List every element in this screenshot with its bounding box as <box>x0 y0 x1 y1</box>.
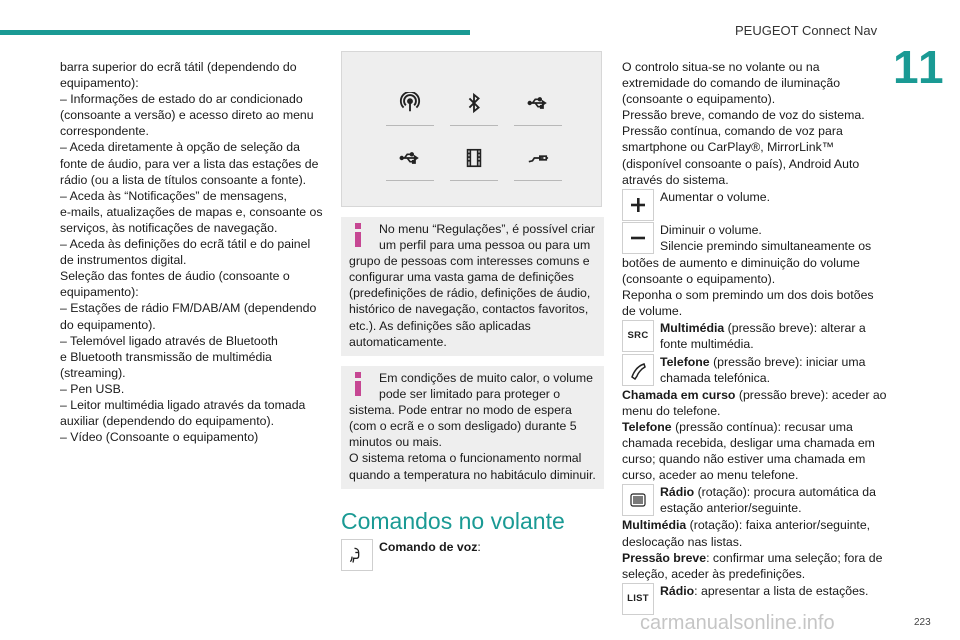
text-line: e Bluetooth transmissão de multimédia <box>60 349 272 364</box>
text-line: curso; quando não estiver uma chamada em <box>622 452 866 467</box>
text-line: fonte de áudio, para ver a lista das estações de <box>60 156 319 171</box>
text-line <box>622 517 892 533</box>
text-line: menu do telefone. <box>622 403 721 418</box>
list-label: LIST <box>627 592 649 604</box>
media-text: (rotação): faixa anterior/seguinte, <box>686 518 871 533</box>
radio-text: (rotação): procura automática da <box>694 485 876 500</box>
usb-icon <box>514 92 562 126</box>
aux-jack-icon <box>514 147 562 181</box>
src-text: (pressão breve): alterar a <box>724 321 866 336</box>
plus-icon <box>622 189 654 221</box>
text-line: Reponha o som premindo um dos dois botões <box>622 288 874 303</box>
info-line: minutos ou mais. <box>349 435 442 450</box>
info-box-heat <box>341 366 604 489</box>
radio-bold: Rádio <box>660 485 695 500</box>
list-icon <box>622 583 654 615</box>
volume-down-row <box>622 222 892 254</box>
text-line: Pressão breve, comando de voz do sistema. <box>622 108 865 123</box>
text-line: auxiliar (dependendo do equipamento). <box>60 414 274 429</box>
text-line: de volume. <box>622 304 683 319</box>
voice-command-row <box>341 538 481 572</box>
info-line: (com o ecrã e o som desligado) durante 5 <box>349 419 577 434</box>
text-line: – Aceda às “Notificações” de mensagens, <box>60 188 287 203</box>
info-line: O sistema retoma o funcionamento normal <box>349 451 582 466</box>
voice-label: Comando de voz <box>379 540 478 554</box>
text-line: chamada telefónica. <box>660 370 771 385</box>
text-line: (consoante a versão) e acesso direto ao menu <box>60 108 314 123</box>
text-line: smartphone ou CarPlay®, MirrorLink™ <box>622 140 835 155</box>
src-label: SRC <box>627 330 649 342</box>
text-line <box>622 419 892 435</box>
media-bold: Multimédia <box>622 518 687 533</box>
text-line <box>660 320 866 336</box>
phone-text: (pressão breve): iniciar uma <box>709 354 866 369</box>
bluetooth-icon <box>450 92 498 126</box>
text-line: – Pen USB. <box>60 381 125 396</box>
text-line: rádio (ou a lista de títulos consoante a fonte). <box>60 172 307 187</box>
text-line: equipamento): <box>60 285 139 300</box>
text-line: botões de aumento e diminuição do volume <box>622 255 860 270</box>
text-line: Diminuir o volume. <box>660 222 762 237</box>
info-line: grupo de pessoas com interesses comuns e <box>349 254 590 269</box>
call-text: (pressão breve): aceder ao <box>735 387 887 402</box>
text-line <box>660 354 865 370</box>
press-text: : confirmar uma seleção; fora de <box>706 550 883 565</box>
volume-up-text: Aumentar o volume. <box>660 189 771 204</box>
text-line: equipamento): <box>60 76 139 91</box>
section-heading: Comandos no volante <box>341 508 565 534</box>
text-line: – Estações de rádio FM/DAB/AM (dependendo <box>60 301 317 316</box>
chapter-number: 11 <box>893 41 946 93</box>
text-line: curso, aceder ao menu telefone. <box>622 468 799 483</box>
info-line: um perfil para uma pessoa ou para um <box>379 238 591 253</box>
text-line: Seleção das fontes de áudio (consoante o <box>60 269 290 284</box>
thumbwheel-icon <box>622 484 654 516</box>
info-line: histórico de navegação, contactos favoritos, <box>349 302 589 317</box>
long-bold: Telefone <box>622 419 672 434</box>
voice-command-icon <box>341 539 373 571</box>
text-line: de instrumentos digital. <box>60 253 187 268</box>
page-number: 223 <box>914 617 931 628</box>
list-bold: Rádio <box>660 583 695 598</box>
watermark: carmanualsonline.info <box>640 612 835 634</box>
text-line: seleção, aceder às predefinições. <box>622 566 806 581</box>
text-line: fonte multimédia. <box>660 337 754 352</box>
video-icon <box>450 147 498 181</box>
text-line: – Vídeo (Consoante o equipamento) <box>60 430 259 445</box>
text-line <box>622 387 892 403</box>
radio-rotation-row <box>622 484 892 516</box>
info-line: automaticamente. <box>349 334 447 349</box>
text-line: chamada recebida, desligar uma chamada em <box>622 435 875 450</box>
info-line: No menu “Regulações”, é possível criar <box>379 222 595 236</box>
phone-icon <box>622 354 654 386</box>
audio-source-panel <box>341 51 602 207</box>
info-icon <box>349 221 371 247</box>
text-line: barra superior do ecrã tátil (dependendo do <box>60 60 297 74</box>
text-line: estação anterior/seguinte. <box>660 501 802 516</box>
call-bold: Chamada em curso <box>622 387 736 402</box>
radio-wave-icon <box>386 92 434 126</box>
info-line: Em condições de muito calor, o volume <box>379 371 593 385</box>
text-line: – Aceda às definições do ecrã tátil e do painel <box>60 237 311 252</box>
text-line: extremidade do comando de iluminação <box>622 76 841 91</box>
info-line: configurar uma vasta gama de definições <box>349 270 574 285</box>
text-line: através do sistema. <box>622 172 729 187</box>
press-bold: Pressão breve <box>622 550 707 565</box>
column-1-text <box>60 59 330 445</box>
info-line: quando a temperatura no habitáculo diminuir. <box>349 467 596 482</box>
volume-up-row <box>622 189 892 221</box>
text-line: O controlo situa-se no volante ou na <box>622 60 820 74</box>
info-line: sistema. Pode entrar no modo de espera <box>349 403 572 418</box>
src-bold: Multimédia <box>660 321 725 336</box>
info-line: (predefinições de rádio, definições de áudio, <box>349 286 591 301</box>
text-line: – Informações de estado do ar condicionado <box>60 92 303 107</box>
text-line: (consoante o equipamento). <box>622 92 776 107</box>
src-icon <box>622 320 654 352</box>
info-line: etc.). As definições são aplicadas <box>349 318 531 333</box>
list-row <box>622 583 892 615</box>
text-line: (disponível consoante o país), Android Auto <box>622 156 860 171</box>
text-line: Pressão contínua, comando de voz para <box>622 124 843 139</box>
long-text: (pressão contínua): recusar uma <box>671 419 853 434</box>
text-line: e-mails, atualizações de mapas e, consoante os <box>60 204 323 219</box>
text-line: do equipamento). <box>60 317 156 332</box>
text-line: – Telemóvel ligado através de Bluetooth <box>60 333 278 348</box>
text-line: (streaming). <box>60 365 126 380</box>
text-line: deslocação nas listas. <box>622 534 743 549</box>
text-line: correspondente. <box>60 124 149 139</box>
text-line <box>622 550 892 566</box>
info-line: pode ser limitado para proteger o <box>379 387 561 402</box>
header-title: PEUGEOT Connect Nav <box>735 23 878 38</box>
usb-icon <box>386 147 434 181</box>
info-icon <box>349 370 371 396</box>
text-line <box>660 484 876 500</box>
text-line: – Leitor multimédia ligado através da tomada <box>60 397 306 412</box>
column-3-text <box>622 59 892 616</box>
text-line: serviços, às notificações de navegação. <box>60 220 278 235</box>
text-line: Silencie premindo simultaneamente os <box>660 238 872 253</box>
info-box-profiles <box>341 217 604 356</box>
src-row <box>622 320 892 352</box>
list-text: : apresentar a lista de estações. <box>694 583 869 598</box>
phone-bold: Telefone <box>660 354 710 369</box>
minus-icon <box>622 222 654 254</box>
text-line: (consoante o equipamento). <box>622 272 776 287</box>
text-line <box>660 583 868 599</box>
top-accent-bar <box>0 30 470 35</box>
voice-suffix: : <box>477 540 481 554</box>
phone-row <box>622 354 892 386</box>
text-line: – Aceda diretamente à opção de seleção da <box>60 140 300 155</box>
